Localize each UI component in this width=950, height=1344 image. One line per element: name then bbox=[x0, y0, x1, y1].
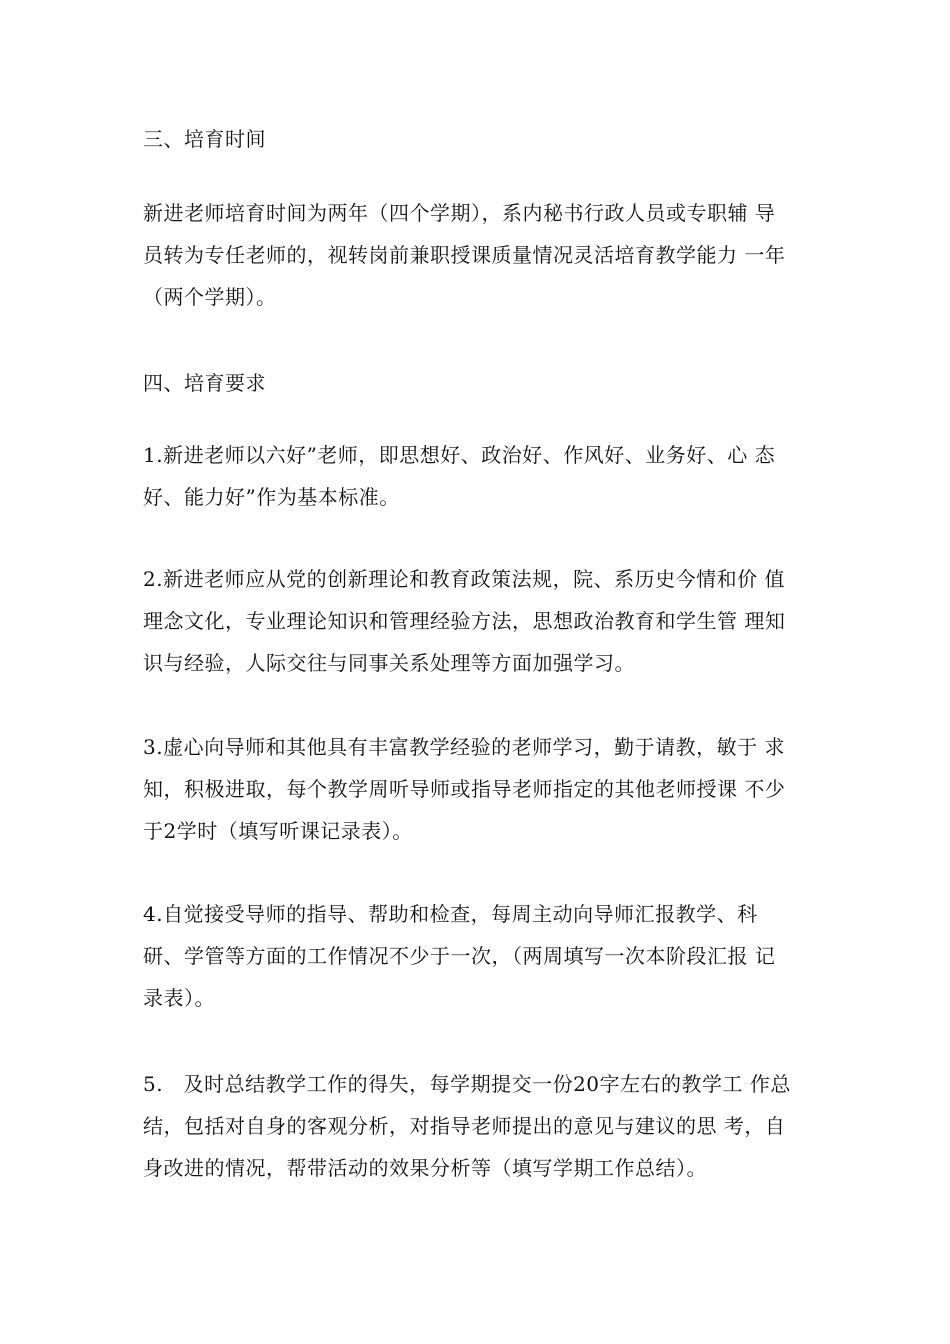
heading-text: 四、培育要求 bbox=[143, 371, 266, 395]
paragraph-line: 员转为专任老师的，视转岗前兼职授课质量情况灵活培育教学能力 一年 bbox=[143, 243, 786, 267]
paragraph-line: 识与经验，人际交往与同事关系处理等方面加强学习。 bbox=[143, 651, 635, 675]
paragraph-line: 录表）。 bbox=[143, 986, 215, 1010]
requirement-item-4 bbox=[143, 893, 823, 1019]
requirement-item-1 bbox=[143, 434, 823, 518]
section-three-heading bbox=[143, 118, 823, 160]
paragraph-line: 1.新进老师以六好”老师，即思想好、政治好、作风好、业务好、心 态 bbox=[143, 443, 776, 467]
requirement-item-5 bbox=[143, 1063, 823, 1189]
paragraph-line: 好、能力好”作为基本标准。 bbox=[143, 485, 400, 509]
paragraph-line: 于2学时（填写听课记录表）。 bbox=[143, 819, 413, 843]
requirement-item-3 bbox=[143, 726, 823, 852]
heading-text: 三、培育时间 bbox=[143, 127, 266, 151]
paragraph-line: 身改进的情况，帮带活动的效果分析等（填写学期工作总结）。 bbox=[143, 1156, 707, 1180]
requirement-item-2 bbox=[143, 558, 823, 684]
paragraph-line: 4.自觉接受导师的指导、帮助和检查，每周主动向导师汇报教学、科 bbox=[143, 902, 758, 926]
paragraph-line: 3.虚心向导师和其他具有丰富教学经验的老师学习，勤于请教，敏于 求 bbox=[143, 735, 785, 759]
paragraph-line: 知，积极进取，每个教学周听导师或指导老师指定的其他老师授课 不少 bbox=[143, 777, 786, 801]
section-four-heading bbox=[143, 362, 823, 404]
paragraph-line: 5. 及时总结教学工作的得失，每学期提交一份20字左右的教学工 作总 bbox=[143, 1072, 791, 1096]
section-three-paragraph bbox=[143, 192, 823, 318]
paragraph-line: 新进老师培育时间为两年（四个学期），系内秘书行政人员或专职辅 导 bbox=[143, 201, 776, 225]
paragraph-line: 理念文化，专业理论知识和管理经验方法，思想政治教育和学生管 理知 bbox=[143, 609, 786, 633]
paragraph-line: （两个学期）。 bbox=[143, 285, 277, 309]
paragraph-line: 研、学管等方面的工作情况不少于一次，（两周填写一次本阶段汇报 记 bbox=[143, 944, 776, 968]
paragraph-line: 2.新进老师应从党的创新理论和教育政策法规，院、系历史今情和价 值 bbox=[143, 567, 785, 591]
paragraph-line: 结，包括对自身的客观分析，对指导老师提出的意见与建议的思 考，自 bbox=[143, 1114, 786, 1138]
